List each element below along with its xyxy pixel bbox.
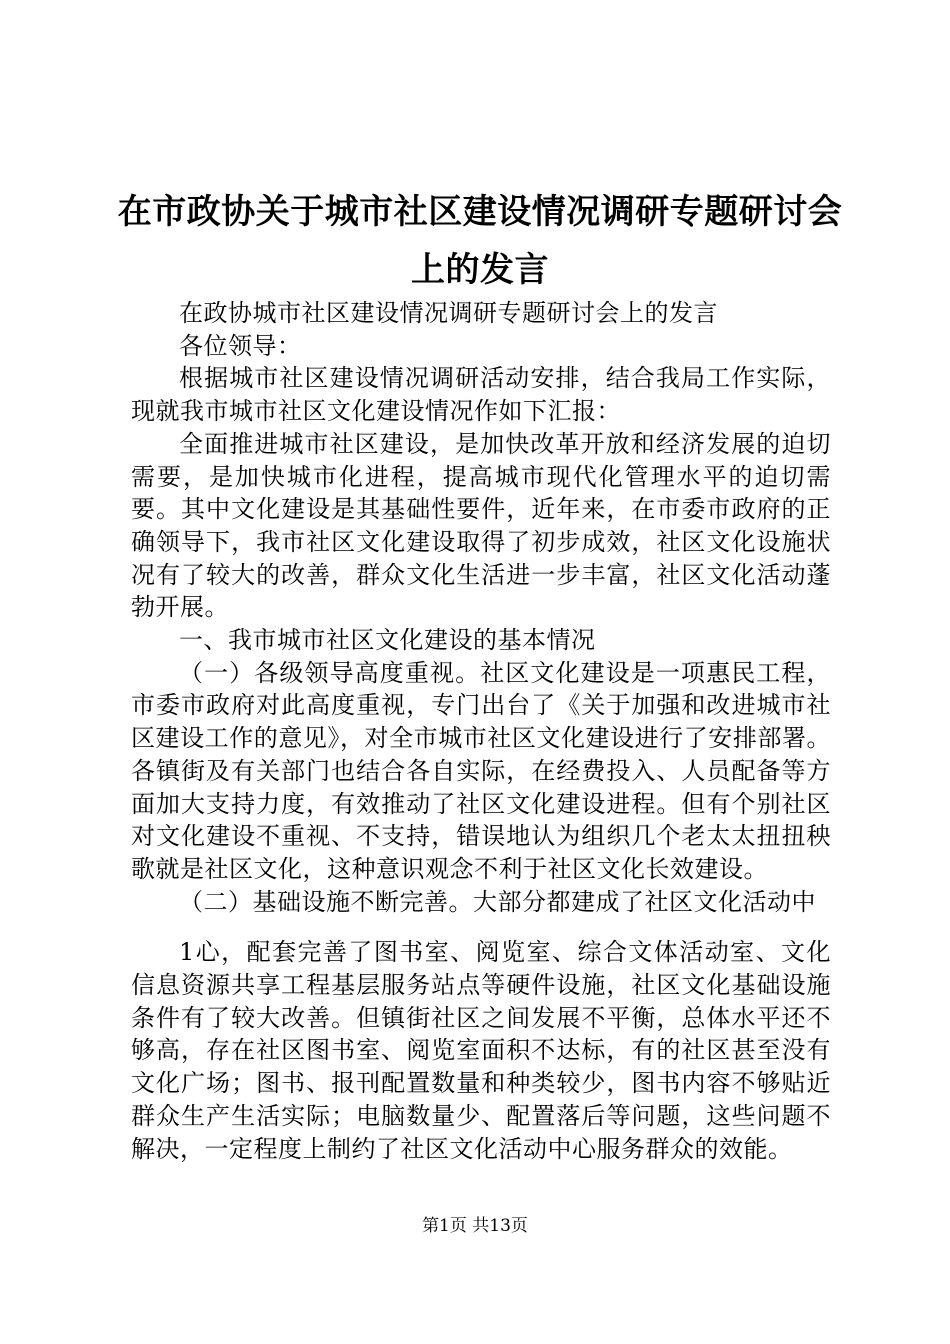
section-heading-1: 一、我市城市社区文化建设的基本情况	[179, 626, 596, 655]
paragraph-subtitle: 在政协城市社区建设情况调研专题研讨会上的发言	[179, 299, 718, 327]
paragraph-infrastructure-start: （二）基础设施不断完善。大部分都建成了社区文化活动中	[179, 887, 816, 916]
paragraph-leadership: （一）各级领导高度重视。社区文化建设是一项惠民工程，市委市政府对此高度重视，专门出台了《关于加强和改进城市社区建设工作的意见》，对全市城市社区文化建设进行了安排部署。各镇街及有关部门也结合各自实际，在经费投入、人员配备等方面加大支持力度，有效推动了社区文化建设进程。但有个别社区对文化建设不重视、不支持，错误地认为组织几个老太太扭扭秧歌就是社区文化，这种意识观念不利于社区文化长效建设。	[131, 658, 831, 883]
paragraph-salutation: 各位领导：	[179, 331, 302, 360]
paragraph-intro: 根据城市社区建设情况调研活动安排，结合我局工作实际，现就我市城市社区文化建设情况作如下汇报：	[131, 364, 831, 426]
page-title: 在市政协关于城市社区建设情况调研专题研讨会上的发言	[117, 192, 843, 290]
document-body	[131, 297, 831, 1165]
page-footer: 第1页 共13页	[422, 1216, 528, 1236]
paragraph-background: 全面推进城市社区建设，是加快改革开放和经济发展的迫切需要，是加快城市化进程，提高城市现代化管理水平的迫切需要。其中文化建设是其基础性要件，近年来，在市委市政府的正确领导下，我市社区文化建设取得了初步成效，社区文化设施状况有了较大的改善，群众文化生活进一步丰富，社区文化活动蓬勃开展。	[131, 429, 831, 622]
paragraph-infrastructure-continued: 1心，配套完善了图书室、阅览室、综合文体活动室、文化信息资源共享工程基层服务站点等硬件设施，社区文化基础设施条件有了较大改善。但镇街社区之间发展不平衡，总体水平还不够高，存在社区图书室、阅览室面积不达标，有的社区甚至没有文化广场；图书、报刊配置数量和种类较少，图书内容不够贴近群众生产生活实际；电脑数量少、配置落后等问题，这些问题不解决，一定程度上制约了社区文化活动中心服务群众的效能。	[131, 938, 831, 1163]
